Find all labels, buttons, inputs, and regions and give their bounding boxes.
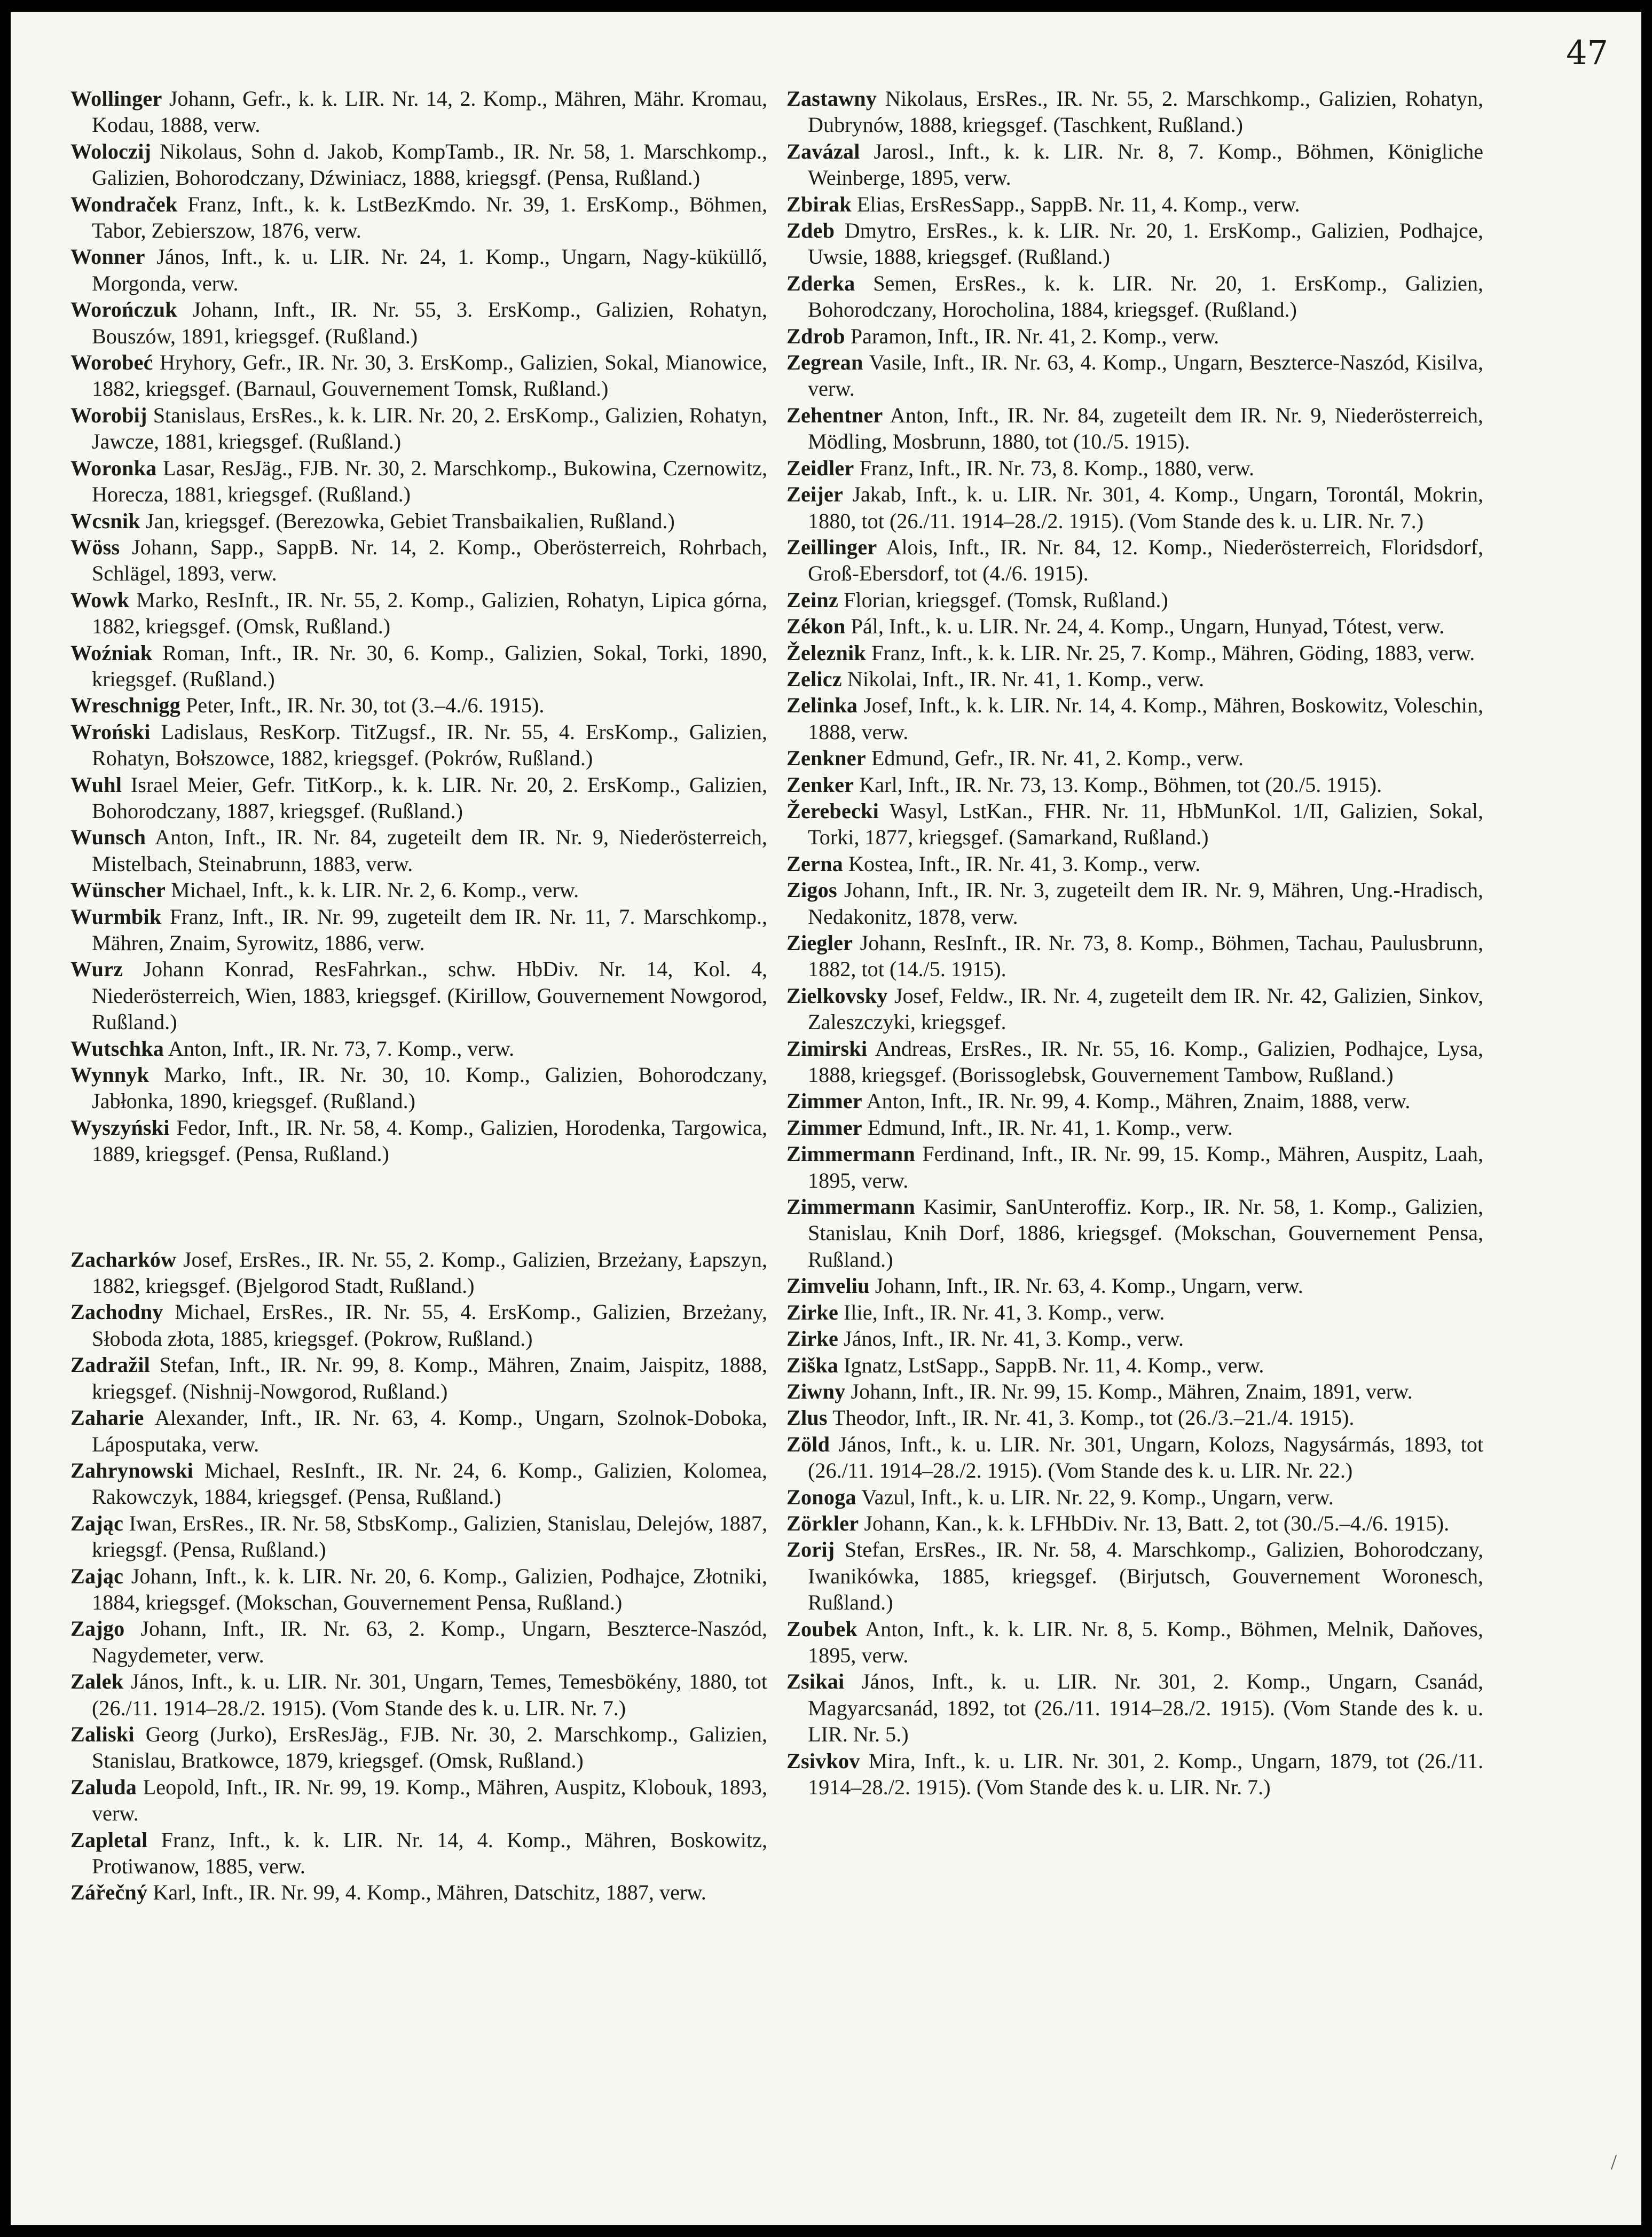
entry-details: Ladislaus, ResKorp. TitZugsf., IR. Nr. 55, 4. ErsKomp., Galizien, Rohatyn, Bołszowce, 1882, kriegsgef. (Pokrów, Rußland.) [92,719,767,771]
section-gap [70,1167,767,1246]
left-column [70,85,767,1906]
entry-surname: Wynnyk [70,1063,150,1087]
list-item [786,481,1483,534]
entry-surname: Wurz [70,957,123,982]
entry-surname: Zapletal [70,1827,148,1852]
entry-surname: Zářečný [70,1880,148,1905]
list-item [70,904,767,956]
entry-details: Dmytro, ErsRes., k. k. LIR. Nr. 20, 1. ErsKomp., Galizien, Podhajce, Uwsie, 1888, kriegsgef. (Rußland.) [808,218,1484,269]
list-item [786,534,1483,587]
list-item [786,1484,1483,1510]
entry-surname: Zahrynowski [70,1458,194,1482]
entry-surname: Wurmbik [70,904,162,929]
list-item [70,1246,767,1299]
list-item [70,1827,767,1880]
entry-details: Vazul, Inft., k. u. LIR. Nr. 22, 9. Komp., Ungarn, verw. [861,1485,1334,1509]
list-item [786,1325,1483,1352]
entry-details: Karl, Inft., IR. Nr. 73, 13. Komp., Böhmen, tot (20./5. 1915). [859,772,1382,797]
list-item [70,349,767,402]
list-item [786,1668,1483,1747]
entry-details: János, Inft., k. u. LIR. Nr. 301, Ungarn, Kolozs, Nagysármás, 1893, tot (26./11. 1914–28./2. 1915). (Vom Stande des k. u. LIR. Nr. 22.) [808,1432,1483,1483]
entry-surname: Zirke [786,1326,838,1351]
entry-surname: Zdrob [786,324,845,348]
list-item [70,1035,767,1062]
entry-details: Karl, Inft., IR. Nr. 99, 4. Komp., Mähren, Datschitz, 1887, verw. [153,1880,706,1905]
entry-surname: Zsikai [786,1669,845,1694]
entry-surname: Wyszyński [70,1115,170,1140]
list-item [786,1616,1483,1669]
entry-surname: Zöld [786,1432,830,1456]
entry-surname: Wunsch [70,825,146,850]
entry-details: Elias, ErsResSapp., SappB. Nr. 11, 4. Komp., verw. [856,192,1300,216]
entry-details: János, Inft., k. u. LIR. Nr. 24, 1. Komp., Ungarn, Nagy-küküllő, Morgonda, verw. [92,245,767,295]
entry-surname: Wreschnigg [70,693,180,718]
entry-details: Peter, Inft., IR. Nr. 30, tot (3.–4./6. 1915). [186,693,545,718]
list-item [70,719,767,772]
entry-details: Johann, Sapp., SappB. Nr. 14, 2. Komp., Oberösterreich, Rohrbach, Schlägel, 1893, verw. [92,535,767,586]
list-item [70,956,767,1035]
entry-details: Stanislaus, ErsRes., k. k. LIR. Nr. 20, 2. ErsKomp., Galizien, Rohatyn, Jawcze, 1881, kriegsgef. (Rußland.) [92,403,768,454]
entry-surname: Wondraček [70,192,178,216]
entry-details: Johann, Kan., k. k. LFHbDiv. Nr. 13, Batt. 2, tot (30./5.–4./6. 1915). [864,1511,1450,1535]
entry-surname: Zeillinger [786,535,877,559]
entry-surname: Zaliski [70,1722,135,1746]
entry-details: Josef, ErsRes., IR. Nr. 55, 2. Komp., Galizien, Brzeżany, Łapszyn, 1882, kriegsgef. (Bjelgorod Stadt, Rußland.) [92,1247,767,1298]
entry-surname: Zörkler [786,1511,859,1535]
list-item [786,587,1483,613]
entry-surname: Zdeb [786,218,835,243]
list-item [70,587,767,640]
list-item [786,851,1483,877]
entry-surname: Zderka [786,271,855,295]
entry-details: Fedor, Inft., IR. Nr. 58, 4. Komp., Galizien, Horodenka, Targowica, 1889, kriegsgef. (Pensa, Rußland.) [92,1115,768,1166]
entry-surname: Zimmermann [786,1195,915,1219]
entry-details: János, Inft., k. u. LIR. Nr. 301, 2. Komp., Ungarn, Csanád, Magyarcsanád, 1892, tot (26./11. 1914–28./2. 1915). (Vom Stande des k. u. LIR. Nr. 5.) [808,1669,1483,1747]
list-item [786,1431,1483,1484]
entry-details: Vasile, Inft., IR. Nr. 63, 4. Komp., Ungarn, Beszterce-Naszód, Kisilva, verw. [808,350,1483,401]
list-item [786,692,1483,745]
entry-surname: Zeijer [786,482,844,507]
entry-details: Semen, ErsRes., k. k. LIR. Nr. 20, 1. ErsKomp., Galizien, Bohorodczany, Horocholina, 1884, kriegsgef. (Rußland.) [808,271,1483,322]
entry-surname: Zajgo [70,1616,125,1641]
entry-details: Anton, Inft., IR. Nr. 73, 7. Komp., verw. [168,1036,515,1061]
entry-details: Kostea, Inft., IR. Nr. 41, 3. Komp., verw. [848,851,1201,876]
entry-surname: Wuhl [70,772,122,797]
list-item [786,613,1483,639]
entry-surname: Zorij [786,1537,835,1562]
entry-details: Franz, Inft., IR. Nr. 73, 8. Komp., 1880, verw. [859,456,1255,480]
list-item [786,1273,1483,1299]
list-item [786,349,1483,402]
entry-surname: Ziegler [786,931,853,955]
entry-details: Alexander, Inft., IR. Nr. 63, 4. Komp., Ungarn, Szolnok-Doboka, Láposputaka, verw. [92,1406,767,1456]
list-item [786,1141,1483,1194]
entry-surname: Zając [70,1564,124,1588]
margin-mark: / [1610,2150,1617,2174]
entry-details: Anton, Inft., IR. Nr. 84, zugeteilt dem IR. Nr. 9, Niederösterreich, Mistelbach, Steinabrunn, 1883, verw. [92,825,767,876]
entry-surname: Wowk [70,587,130,612]
entry-surname: Zalek [70,1669,124,1694]
list-item [786,138,1483,191]
entry-details: János, Inft., IR. Nr. 41, 3. Komp., verw. [844,1326,1184,1351]
list-item [70,1615,767,1668]
entry-details: Johann, Inft., k. k. LIR. Nr. 20, 6. Komp., Galizien, Podhajce, Złotniki, 1884, kriegsgef. (Mokschan, Gouvernement Pensa, Rußland.) [92,1564,767,1614]
list-item [786,1510,1483,1536]
entry-details: Jan, kriegsgef. (Berezowka, Gebiet Transbaikalien, Rußland.) [145,508,675,533]
list-item [70,1510,767,1563]
list-item [786,798,1483,851]
entry-surname: Wroński [70,719,151,744]
entry-surname: Woronka [70,456,157,480]
entry-details: Jarosl., Inft., k. k. LIR. Nr. 8, 7. Komp., Böhmen, Königliche Weinberge, 1895, verw. [808,139,1483,190]
entry-surname: Zimmermann [786,1142,915,1166]
entry-surname: Zbirak [786,192,852,216]
entry-surname: Zerna [786,851,843,876]
entry-details: Ilie, Inft., IR. Nr. 41, 3. Komp., verw. [844,1300,1165,1324]
entry-surname: Wöss [70,535,120,559]
list-item [786,1194,1483,1273]
list-item [70,1457,767,1510]
entry-details: Jakab, Inft., k. u. LIR. Nr. 301, 4. Komp., Ungarn, Torontál, Mokrin, 1880, tot (26./11. 1914–28./2. 1915). (Vom Stande des k. u. LIR. Nr. 7.) [808,482,1484,533]
list-item [786,666,1483,692]
entry-surname: Zelicz [786,666,842,691]
list-item [70,1879,767,1905]
list-item [786,930,1483,983]
list-item [786,1035,1483,1088]
list-item [786,772,1483,798]
entry-details: Johann, Inft., IR. Nr. 63, 4. Komp., Ungarn, verw. [875,1274,1303,1298]
entry-details: Anton, Inft., k. k. LIR. Nr. 8, 5. Komp., Böhmen, Melnik, Daňoves, 1895, verw. [808,1616,1483,1667]
list-item [70,692,767,718]
entry-details: Alois, Inft., IR. Nr. 84, 12. Komp., Niederösterreich, Floridsdorf, Groß-Ebersdorf, tot (4./6. 1915). [808,535,1483,586]
document-page [11,12,1641,2225]
entry-surname: Zeinz [786,587,838,612]
entry-details: Johann, ResInft., IR. Nr. 73, 8. Komp., Böhmen, Tachau, Paulusbrunn, 1882, tot (14./5. 1915). [808,931,1484,982]
list-item [70,138,767,191]
entry-details: Johann, Inft., IR. Nr. 99, 15. Komp., Mähren, Znaim, 1891, verw. [851,1379,1413,1403]
entry-details: Ignatz, LstSapp., SappB. Nr. 11, 4. Komp., verw. [844,1353,1264,1377]
entry-surname: Zelinka [786,693,858,718]
entry-details: Nikolaus, Sohn d. Jakob, KompTamb., IR. Nr. 58, 1. Marschkomp., Galizien, Bohorodczany, Dźwiniacz, 1888, kriegsgf. (Pensa, Rußland.) [92,139,767,190]
entry-details: Iwan, ErsRes., IR. Nr. 58, StbsKomp., Galizien, Stanislau, Delejów, 1887, kriegsgf. (Pensa, Rußland.) [92,1511,767,1562]
entry-details: Stefan, ErsRes., IR. Nr. 58, 4. Marschkomp., Galizien, Bohorodczany, Iwanikówka, 1885, kriegsgef. (Birjutsch, Gouvernement Woronesch, Rußland.) [808,1537,1484,1615]
entry-details: Kasimir, SanUnteroffiz. Korp., IR. Nr. 58, 1. Komp., Galizien, Stanislau, Knih Dorf, 1886, kriegsgef. (Mokschan, Gouvernement Pensa, Rußland.) [808,1195,1484,1271]
list-item [70,508,767,534]
list-item [786,455,1483,481]
entry-surname: Wonner [70,245,145,269]
list-item [70,824,767,877]
list-item [70,296,767,349]
entry-surname: Worończuk [70,297,177,322]
entry-details: Josef, Feldw., IR. Nr. 4, zugeteilt dem IR. Nr. 42, Galizien, Sinkov, Zaleszczyki, kriegsgef. [808,983,1484,1034]
entry-details: Michael, ResInft., IR. Nr. 24, 6. Komp., Galizien, Kolomea, Rakowczyk, 1884, kriegsgef. (Pensa, Rußland.) [92,1458,768,1509]
entry-details: Roman, Inft., IR. Nr. 30, 6. Komp., Galizien, Sokal, Torki, 1890, kriegsgef. (Rußland.) [92,640,767,691]
entry-details: Johann, Gefr., k. k. LIR. Nr. 14, 2. Komp., Mähren, Mähr. Kromau, Kodau, 1888, verw. [92,87,767,137]
entry-surname: Zimirski [786,1036,868,1061]
entry-details: Paramon, Inft., IR. Nr. 41, 2. Komp., verw. [850,324,1220,348]
list-item [70,534,767,587]
list-item [786,640,1483,666]
entry-surname: Zlus [786,1406,828,1430]
entry-surname: Zimmer [786,1089,862,1113]
right-column [786,85,1483,1800]
entry-details: Johann, Inft., IR. Nr. 55, 3. ErsKomp., Galizien, Rohatyn, Bouszów, 1891, kriegsgef. (Rußland.) [92,297,767,348]
entry-surname: Zając [70,1511,124,1535]
entry-surname: Žerebecki [786,798,879,823]
entry-surname: Zimveliu [786,1274,870,1298]
list-item [70,1774,767,1827]
entry-details: Pál, Inft., k. u. LIR. Nr. 24, 4. Komp., Ungarn, Hunyad, Tótest, verw. [851,614,1445,639]
entry-details: Anton, Inft., IR. Nr. 84, zugeteilt dem IR. Nr. 9, Niederösterreich, Mödling, Mosbrunn, 1880, tot (10./5. 1915). [808,403,1483,454]
list-item [70,1062,767,1114]
entry-surname: Zoubek [786,1616,858,1641]
entry-details: Michael, Inft., k. k. LIR. Nr. 2, 6. Komp., verw. [171,878,579,902]
entry-details: Wasyl, LstKan., FHR. Nr. 11, HbMunKol. 1/II, Galizien, Sokal, Torki, 1877, kriegsgef. (Samarkand, Rußland.) [808,798,1483,850]
entry-details: Edmund, Gefr., IR. Nr. 41, 2. Komp., verw. [871,746,1244,771]
entry-details: Theodor, Inft., IR. Nr. 41, 3. Komp., tot (26./3.–21./4. 1915). [832,1406,1355,1430]
list-item [70,455,767,508]
list-item [786,1748,1483,1801]
list-item [786,85,1483,138]
list-item [786,270,1483,323]
entry-surname: Zaluda [70,1775,137,1799]
entry-surname: Zastawny [786,87,877,111]
entry-surname: Zegrean [786,350,863,375]
entry-details: János, Inft., k. u. LIR. Nr. 301, Ungarn, Temes, Temesbökény, 1880, tot (26./11. 1914–28./2. 1915). (Vom Stande des k. u. LIR. Nr. 7.) [92,1669,767,1720]
list-item [786,402,1483,455]
list-item [786,1299,1483,1325]
list-item [70,402,767,455]
entry-details: Marko, ResInft., IR. Nr. 55, 2. Komp., Galizien, Rohatyn, Lipica górna, 1882, kriegsgef. (Omsk, Rußland.) [92,587,768,639]
entry-details: Ferdinand, Inft., IR. Nr. 99, 15. Komp., Mähren, Auspitz, Laah, 1895, verw. [808,1142,1483,1192]
entry-details: Johann, Inft., IR. Nr. 63, 2. Komp., Ungarn, Beszterce-Naszód, Nagydemeter, verw. [92,1616,768,1667]
entry-details: Leopold, Inft., IR. Nr. 99, 19. Komp., Mähren, Auspitz, Klobouk, 1893, verw. [92,1775,767,1826]
entry-details: Johann Konrad, ResFahrkan., schw. HbDiv. Nr. 14, Kol. 4, Niederösterreich, Wien, 1883, kriegsgef. (Kirillow, Gouvernement Nowgorod, Rußland.) [92,957,767,1034]
entry-details: Franz, Inft., k. k. LstBezKmdo. Nr. 39, 1. ErsKomp., Böhmen, Tabor, Zebierszow, 1876, verw. [92,192,767,243]
entry-surname: Zigos [786,878,837,902]
list-item [70,1721,767,1774]
entry-surname: Wünscher [70,878,166,902]
entry-details: Anton, Inft., IR. Nr. 99, 4. Komp., Mähren, Znaim, 1888, verw. [866,1089,1411,1113]
entry-details: Michael, ErsRes., IR. Nr. 55, 4. ErsKomp., Galizien, Brzeżany, Słoboda złota, 1885, kriegsgef. (Pokrow, Rußland.) [92,1300,767,1351]
list-item [786,1536,1483,1615]
list-item [70,877,767,903]
entry-surname: Zenkner [786,746,866,771]
entry-surname: Zeidler [786,456,854,480]
entry-surname: Zielkovsky [786,983,888,1008]
entry-surname: Zirke [786,1300,838,1324]
entry-details: Franz, Inft., k. k. LIR. Nr. 25, 7. Komp., Mähren, Göding, 1883, verw. [871,640,1475,665]
entry-surname: Worobij [70,403,147,427]
entry-details: Florian, kriegsgef. (Tomsk, Rußland.) [844,587,1168,612]
list-item [70,1352,767,1404]
list-item [70,640,767,693]
list-item [70,1299,767,1352]
entry-details: Marko, Inft., IR. Nr. 30, 10. Komp., Galizien, Bohorodczany, Jabłonka, 1890, kriegsgef. (Rußland.) [92,1063,767,1113]
entry-details: Nikolaus, ErsRes., IR. Nr. 55, 2. Marschkomp., Galizien, Rohatyn, Dubrynów, 1888, kriegsgef. (Taschkent, Rußland.) [808,87,1483,137]
entry-surname: Ziška [786,1353,839,1377]
list-item [786,217,1483,270]
entry-surname: Zehentner [786,403,883,427]
list-item [786,1088,1483,1114]
entry-details: Lasar, ResJäg., FJB. Nr. 30, 2. Marschkomp., Bukowina, Czernowitz, Horecza, 1881, kriegsgef. (Rußland.) [92,456,767,507]
list-item [70,85,767,138]
entry-details: Josef, Inft., k. k. LIR. Nr. 14, 4. Komp., Mähren, Boskowitz, Voleschin, 1888, verw. [808,693,1483,744]
entry-details: Johann, Inft., IR. Nr. 3, zugeteilt dem IR. Nr. 9, Mähren, Ung.-Hradisch, Nedakonitz, 1878, verw. [808,878,1484,929]
list-item [70,244,767,296]
entry-details: Israel Meier, Gefr. TitKorp., k. k. LIR. Nr. 20, 2. ErsKomp., Galizien, Bohorodczany, 1887, kriegsgef. (Rußland.) [92,772,767,823]
page-number: 47 [1566,33,1608,72]
list-item [786,191,1483,217]
list-item [786,1404,1483,1431]
entry-surname: Woloczij [70,139,152,163]
list-item [70,1668,767,1721]
entry-details: Edmund, Inft., IR. Nr. 41, 1. Komp., verw. [867,1115,1233,1140]
list-item [70,1563,767,1616]
list-item [70,772,767,825]
entry-details: Franz, Inft., IR. Nr. 99, zugeteilt dem IR. Nr. 11, 7. Marschkomp., Mähren, Znaim, Syrowitz, 1886, verw. [92,904,767,955]
list-item [786,983,1483,1035]
entry-surname: Zenker [786,772,854,797]
entry-surname: Železnik [786,640,866,665]
entry-surname: Zonoga [786,1485,856,1509]
list-item [786,877,1483,930]
entry-surname: Woźniak [70,640,153,665]
entry-details: Mira, Inft., k. u. LIR. Nr. 301, 2. Komp., Ungarn, 1879, tot (26./11. 1914–28./2. 1915). (Vom Stande des k. u. LIR. Nr. 7.) [808,1748,1483,1799]
entry-surname: Zaharie [70,1406,144,1430]
entry-surname: Zacharków [70,1247,177,1271]
entry-details: Franz, Inft., k. k. LIR. Nr. 14, 4. Komp., Mähren, Boskowitz, Protiwanow, 1885, verw. [92,1827,768,1878]
entry-details: Stefan, Inft., IR. Nr. 99, 8. Komp., Mähren, Znaim, Jaispitz, 1888, kriegsgef. (Nishnij-Nowgorod, Rußland.) [92,1353,767,1403]
entry-surname: Ziwny [786,1379,846,1403]
entry-surname: Wcsnik [70,508,140,533]
list-item [786,1378,1483,1404]
entry-surname: Zékon [786,614,846,639]
list-item [70,191,767,244]
entry-details: Georg (Jurko), ErsResJäg., FJB. Nr. 30, 2. Marschkomp., Galizien, Stanislau, Bratkowce, 1879, kriegsgef. (Omsk, Rußland.) [92,1722,767,1773]
entry-surname: Zimmer [786,1115,862,1140]
list-item [786,1352,1483,1378]
entry-surname: Wutschka [70,1036,164,1061]
entry-details: Andreas, ErsRes., IR. Nr. 55, 16. Komp., Galizien, Podhajce, Lysa, 1888, kriegsgef. (Borissoglebsk, Gouvernement Tambow, Rußland.) [808,1036,1483,1087]
list-item [786,1114,1483,1141]
list-item [70,1404,767,1457]
entry-details: Hryhory, Gefr., IR. Nr. 30, 3. ErsKomp., Galizien, Sokal, Mianowice, 1882, kriegsgef. (Barnaul, Gouvernement Tomsk, Rußland.) [92,350,768,401]
list-item [786,323,1483,349]
list-item [70,1114,767,1167]
list-item [786,745,1483,771]
entry-details: Nikolai, Inft., IR. Nr. 41, 1. Komp., verw. [847,666,1205,691]
entry-surname: Zachodny [70,1300,163,1324]
entry-surname: Worobeć [70,350,153,375]
entry-surname: Zavázal [786,139,860,163]
entry-surname: Zsivkov [786,1748,860,1773]
entry-surname: Zadražil [70,1353,150,1377]
entry-surname: Wollinger [70,87,162,111]
